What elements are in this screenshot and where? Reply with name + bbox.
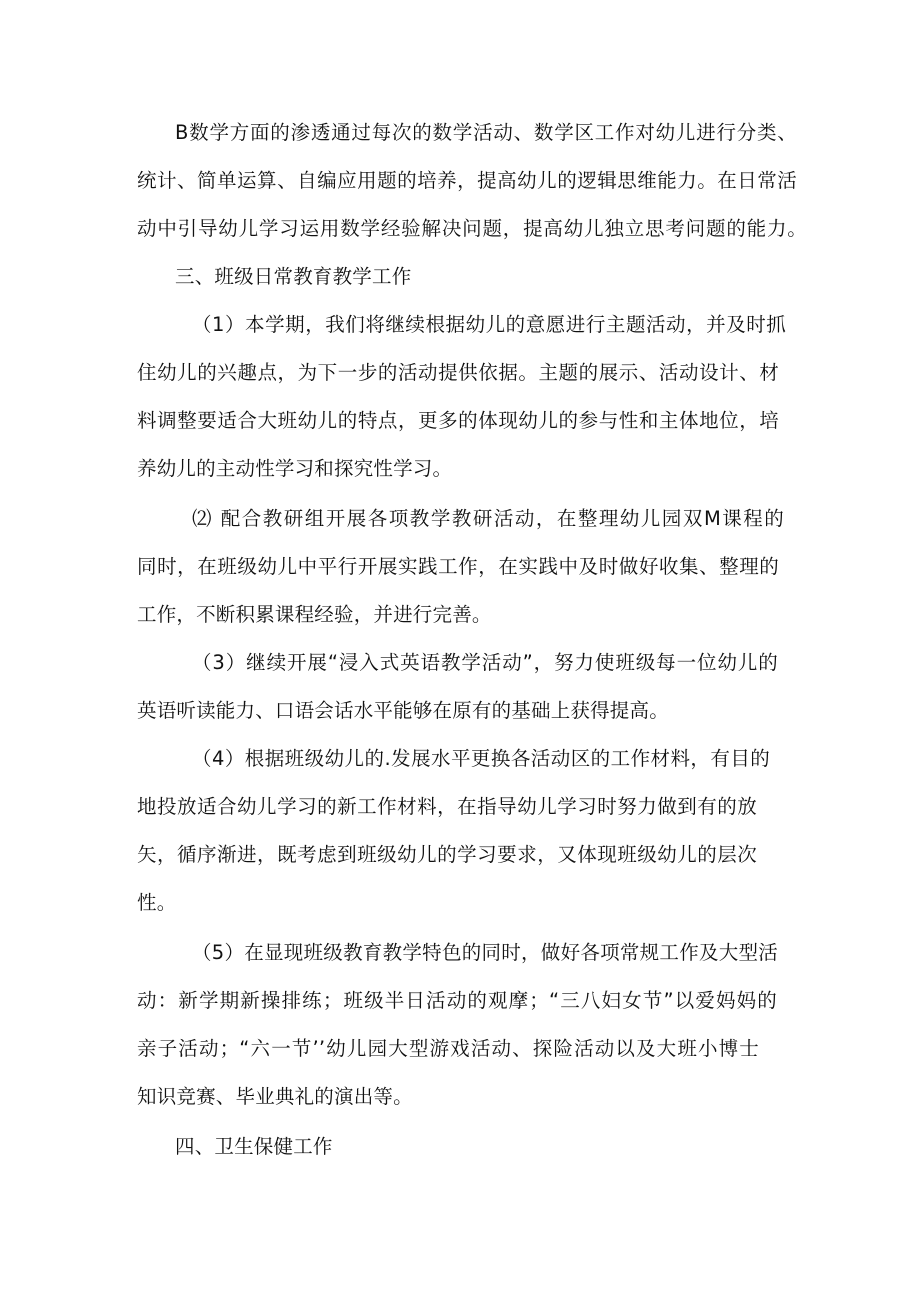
item-1-line-2: 住幼儿的兴趣点，为下一步的活动提供依据。主题的展示、活动设计、材 bbox=[137, 361, 779, 384]
section-heading-4: 四、卫生保健工作 bbox=[175, 1135, 333, 1158]
paragraph-math-line-3: 动中引导幼儿学习运用数学经验解决问题，提高幼儿独立思考问题的能力。 bbox=[137, 217, 807, 240]
item-1-line-3: 料调整要适合大班幼儿的特点，更多的体现幼儿的参与性和主体地位，培 bbox=[137, 409, 779, 432]
item-3-line-1: （3）继续开展“浸入式英语教学活动”，努力使班级每一位幼儿的 bbox=[192, 651, 778, 674]
item-4-line-4: 性。 bbox=[137, 891, 177, 914]
paragraph-math-line-2: 统计、简单运算、自编应用题的培养，提高幼儿的逻辑思维能力。在日常活 bbox=[137, 169, 797, 192]
item-5-line-1: （5）在显现班级教育教学特色的同时，做好各项常规工作及大型活 bbox=[192, 941, 778, 964]
paragraph-math-line-1: B数学方面的渗透通过每次的数学活动、数学区工作对幼儿进行分类、 bbox=[175, 121, 797, 144]
item-2-line-3: 工作，不断积累课程经验，并进行完善。 bbox=[137, 603, 492, 626]
section-heading-3: 三、班级日常教育教学工作 bbox=[175, 265, 412, 288]
item-4-line-2: 地投放适合幼儿学习的新工作材料，在指导幼儿学习时努力做到有的放 bbox=[137, 795, 757, 818]
item-4-line-1: （4）根据班级幼儿的.发展水平更换各活动区的工作材料，有目的 bbox=[192, 747, 770, 770]
item-1-line-4: 养幼儿的主动性学习和探究性学习。 bbox=[137, 457, 453, 480]
item-5-line-4: 知识竞赛、毕业典礼的演出等。 bbox=[137, 1085, 413, 1108]
item-3-line-2: 英语听读能力、口语会话水平能够在原有的基础上获得提高。 bbox=[137, 699, 669, 722]
item-2-line-2: 同时，在班级幼儿中平行开展实践工作，在实践中及时做好收集、整理的 bbox=[137, 555, 779, 578]
item-5-line-3: 亲子活动；“六一节’’幼儿园大型游戏活动、探险活动以及大班小博士 bbox=[137, 1037, 759, 1060]
item-1-line-1: （1）本学期，我们将继续根据幼儿的意愿进行主题活动，并及时抓 bbox=[192, 313, 786, 336]
item-4-line-3: 矢，循序渐进，既考虑到班级幼儿的学习要求，又体现班级幼儿的层次 bbox=[137, 843, 757, 866]
item-5-line-2: 动：新学期新操排练；班级半日活动的观摩；“三八妇女节”以爱妈妈的 bbox=[137, 989, 777, 1012]
item-2-line-1: ⑵ 配合教研组开展各项教学教研活动，在整理幼儿园双M课程的 bbox=[192, 507, 784, 530]
